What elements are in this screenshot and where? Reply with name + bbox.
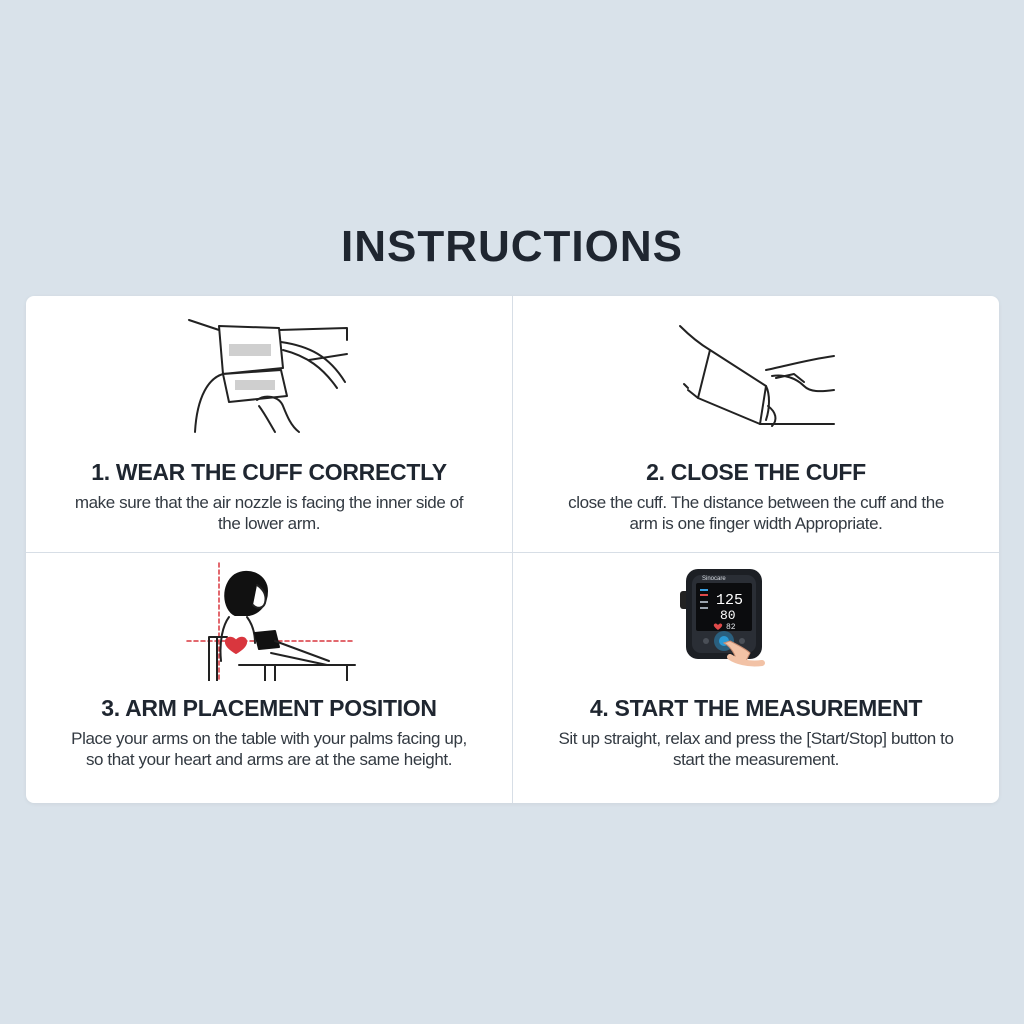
step-description: close the cuff. The distance between the cuff and the arm is one finger width Appropriate. <box>568 493 944 533</box>
step-description: make sure that the air nozzle is facing the inner side of the lower arm. <box>74 493 464 533</box>
step-title: 4. START THE MEASUREMENT <box>589 695 923 721</box>
close-cuff-illustration-icon <box>513 316 999 436</box>
step-3 <box>26 553 512 803</box>
pulse-readout: 82 <box>726 623 736 632</box>
instructions-card <box>26 296 999 803</box>
step-title: 2. CLOSE THE CUFF <box>646 459 866 485</box>
step-title: 1. WEAR THE CUFF CORRECTLY <box>91 459 447 485</box>
step-description: Place your arms on the table with your palms facing up, so that your heart and arms are at the same height. <box>71 729 467 769</box>
blood-pressure-monitor-illustration-icon <box>513 561 999 681</box>
device-brand-label: Sinocare <box>702 576 726 582</box>
step-2 <box>513 296 999 552</box>
systolic-readout: 125 <box>716 592 744 609</box>
step-title: 3. ARM PLACEMENT POSITION <box>101 695 437 721</box>
cuff-wrap-illustration-icon <box>26 316 512 436</box>
diastolic-readout: 80 <box>720 608 736 623</box>
page-title: INSTRUCTIONS <box>341 222 683 271</box>
step-1 <box>26 296 512 552</box>
arm-position-illustration-icon <box>26 561 512 681</box>
step-description: Sit up straight, relax and press the [Start/Stop] button to start the measurement. <box>558 729 954 769</box>
step-4 <box>513 553 999 803</box>
